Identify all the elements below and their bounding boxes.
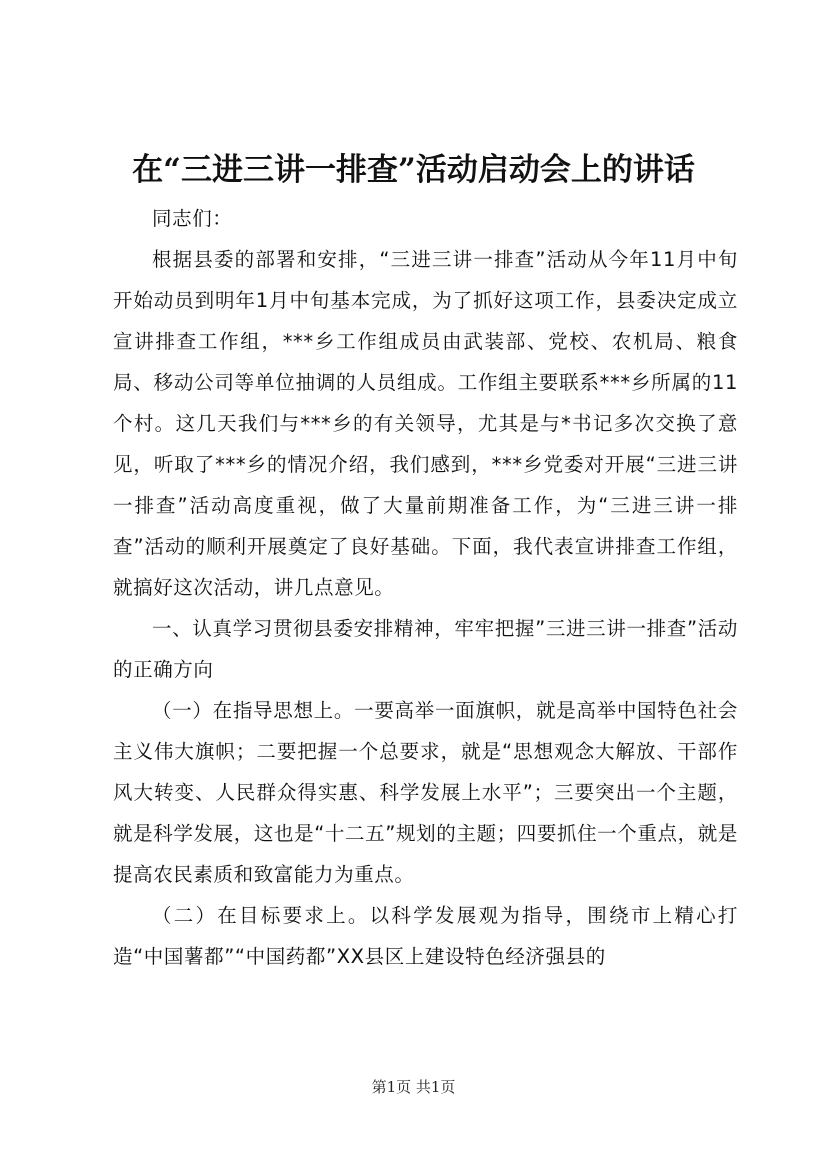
section-heading-1: 一、认真学习贯彻县委安排精神，牢牢把握”三进三讲一排查”活动的正确方向 (113, 617, 738, 681)
paragraph-guiding-thought: （一）在指导思想上。一要高举一面旗帜，就是高举中国特色社会主义伟大旗帜；二要把握一个总要求，就是“思想观念大解放、干部作风大转变、人民群众得实惠、科学发展上水平”；三要突出一个主题，就是科学发展，这也是“十二五”规划的主题；四要抓住一个重点，就是提高农民素质和致富能力为重点。 (113, 699, 738, 886)
document-body (113, 198, 738, 977)
paragraph-goals: （二）在目标要求上。以科学发展观为指导，围绕市上精心打造“中国薯都”“中国药都”XX县区上建设特色经济强县的 (113, 904, 738, 968)
paragraph-intro: 根据县委的部署和安排，“三进三讲一排查”活动从今年11月中旬开始动员到明年1月中旬基本完成，为了抓好这项工作，县委决定成立宣讲排查工作组，***乡工作组成员由武装部、党校、农机局、粮食局、移动公司等单位抽调的人员组成。工作组主要联系***乡所属的11个村。这几天我们与***乡的有关领导，尤其是与*书记多次交换了意见，听取了***乡的情况介绍，我们感到，***乡党委对开展“三进三讲一排查”活动高度重视，做了大量前期准备工作，为“三进三讲一排查”活动的顺利开展奠定了良好基础。下面，我代表宣讲排查工作组，就搞好这次活动，讲几点意见。 (113, 248, 738, 599)
salutation: 同志们： (152, 207, 233, 230)
document-title: 在“三进三讲一排查”活动启动会上的讲话 (132, 152, 695, 188)
page-number-footer: 第1页 共1页 (371, 1078, 456, 1096)
